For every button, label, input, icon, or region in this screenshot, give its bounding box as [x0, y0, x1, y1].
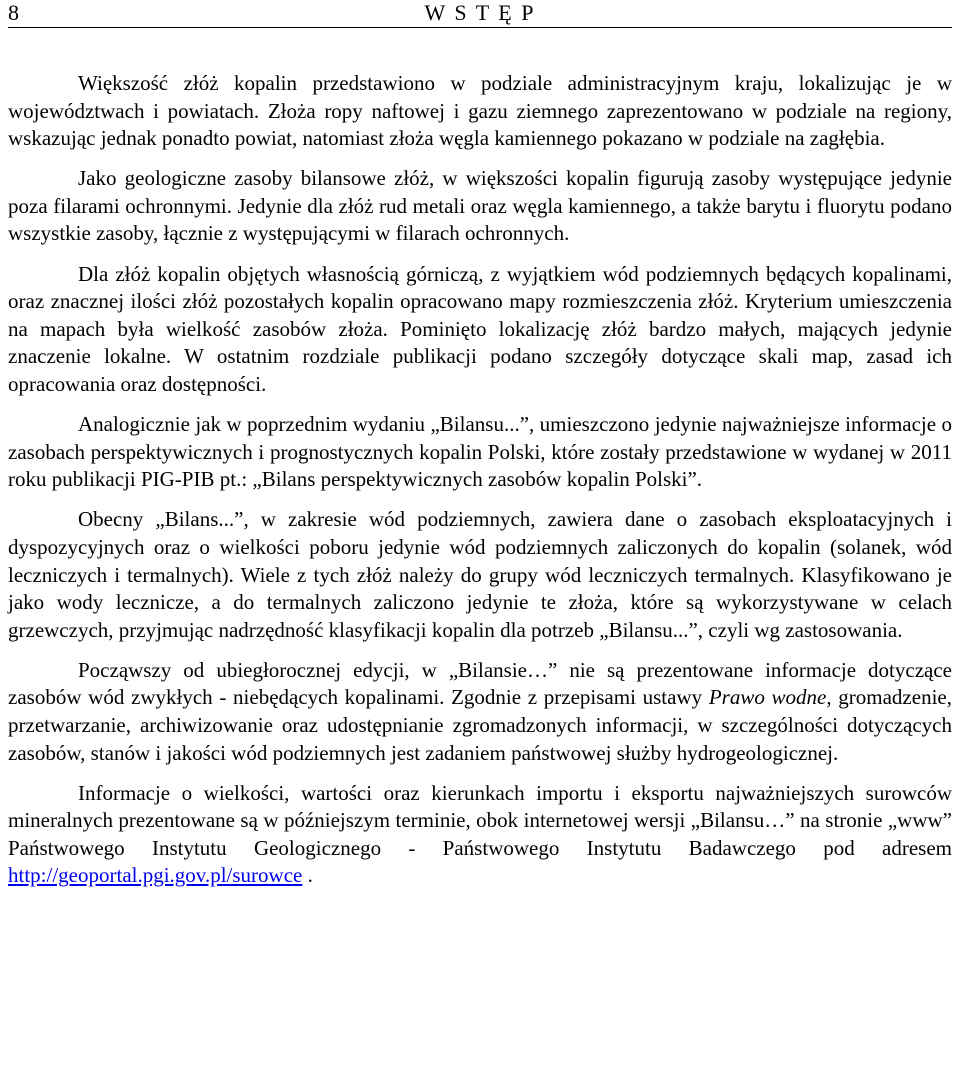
paragraph-5: Obecny „Bilans...”, w zakresie wód podziemnych, zawiera dane o zasobach eksploatacyjnych i dyspozycyjnych oraz o wielkości poboru jedynie wód podziemnych zaliczonych do kopalin (solanek, wód leczniczych i termalnych). Wiele z tych złóż należy do grupy wód leczniczych termalnych. Klasyfikowano je jako wody lecznicze, a do termalnych zaliczono jedynie te złoża, które są wykorzystywane w celach grzewczych, przyjmując nadrzędność klasyfikacji kopalin dla potrzeb „Bilansu...”, czyli wg zastosowania.: [8, 507, 952, 642]
paragraph-7: [8, 780, 952, 890]
document-page: [8, 0, 952, 888]
paragraph-6: [8, 657, 952, 767]
paragraph-2: Jako geologiczne zasoby bilansowe złóż, w większości kopalin figurują zasoby występujące jedynie poza filarami ochronnymi. Jedynie dla złóż rud metali oraz węgla kamiennego, a także barytu i fluorytu podano wszystkie zasoby, łącznie z występującymi w filarach ochronnych.: [8, 166, 952, 246]
section-title: W S T Ę P: [424, 0, 536, 25]
document-body: [8, 70, 952, 903]
paragraph-4: Analogicznie jak w poprzednim wydaniu „Bilansu...”, umieszczono jedynie najważniejsze informacje o zasobach perspektywicznych i prognostycznych kopalin Polski, które zostały przedstawione w wydanej w 2011 roku publikacji PIG-PIB pt.: „Bilans perspektywicznych zasobów kopalin Polski”.: [8, 412, 952, 492]
surowce-link[interactable]: http://geoportal.pgi.gov.pl/surowce: [8, 863, 303, 888]
law-title: Prawo wodne: [708, 685, 827, 710]
paragraph-6-text-before: Począwszy od ubiegłorocznej edycji, w „Bilansie…” nie są prezentowane informacje dotyczące zasobów wód zwykłych - niebędących kopalinami. Zgodnie z przepisami ustawy: [8, 657, 952, 710]
paragraph-6-text-after: , gromadzenie, przetwarzanie, archiwizowanie oraz udostępnianie zgromadzonych informacji, w szczególności dotyczących zasobów, stanów i jakości wód podziemnych jest zadaniem państwowej służby hydrogeologicznej.: [8, 685, 952, 765]
paragraph-7-text-before: Informacje o wielkości, wartości oraz kierunkach importu i eksportu najważniejszych surowców mineralnych prezentowane są w późniejszym terminie, obok internetowej wersji „Bilansu…” na stronie „www” Państwowego Instytutu Geologicznego - Państwowego Instytutu Badawczego pod adresem: [8, 780, 952, 860]
paragraph-1: Większość złóż kopalin przedstawiono w podziale administracyjnym kraju, lokalizując je w województwach i powiatach. Złoża ropy naftowej i gazu ziemnego zaprezentowano w podziale na regiony, wskazując jednak ponadto powiat, natomiast złoża węgla kamiennego pokazano w podziale na zagłębia.: [8, 71, 952, 151]
paragraph-3: Dla złóż kopalin objętych własnością górniczą, z wyjątkiem wód podziemnych będących kopalinami, oraz znacznej ilości złóż pozostałych kopalin opracowano mapy rozmieszczenia złóż. Kryterium umieszczenia na mapach była wielkość zasobów złoża. Pominięto lokalizację złóż bardzo małych, mających jedynie znaczenie lokalne. W ostatnim rozdziale publikacji podano szczegóły dotyczące skali map, zasad ich opracowania oraz dostępności.: [8, 261, 952, 396]
page-number: 8: [8, 0, 19, 25]
page-header: [8, 0, 952, 28]
paragraph-7-text-after: .: [302, 863, 313, 888]
